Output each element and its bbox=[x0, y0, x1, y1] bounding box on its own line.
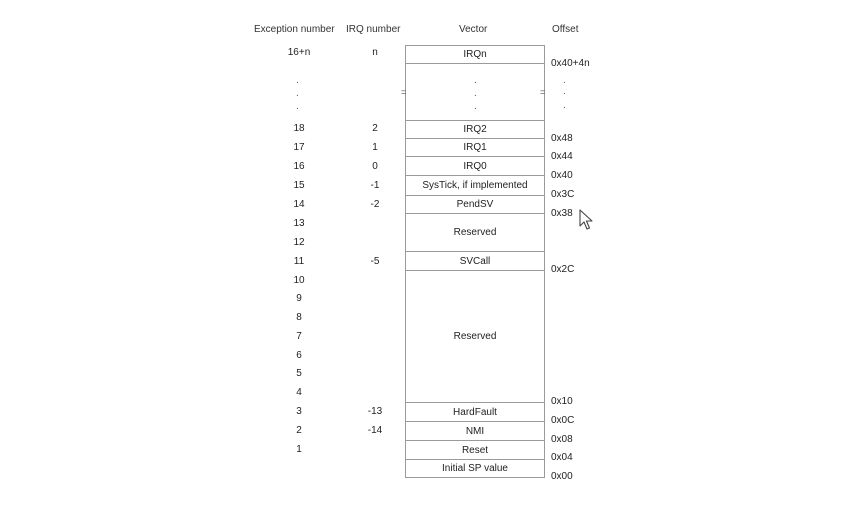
offset-label: 0x40 bbox=[551, 170, 573, 181]
irq-number: 2 bbox=[372, 123, 378, 134]
vector-label: IRQn bbox=[463, 49, 487, 60]
header-irq-number: IRQ number bbox=[346, 24, 401, 35]
offset-label: 0x10 bbox=[551, 396, 573, 407]
vector-irq0 bbox=[405, 156, 545, 176]
ellipsis-dot: . bbox=[563, 100, 566, 111]
offset-label: 0x38 bbox=[551, 208, 573, 219]
exception-number: 6 bbox=[296, 350, 302, 361]
offset-label: 0x0C bbox=[551, 415, 575, 426]
exception-number: 13 bbox=[293, 218, 305, 229]
break-marker-right: = bbox=[540, 87, 546, 97]
exception-number: 15 bbox=[293, 180, 305, 191]
exception-number: 1 bbox=[296, 444, 302, 455]
exception-number: 8 bbox=[296, 312, 302, 323]
exception-number: 16 bbox=[293, 161, 305, 172]
irq-number: -5 bbox=[370, 256, 380, 267]
header-offset: Offset bbox=[552, 24, 579, 35]
vector-label: Reserved bbox=[453, 227, 497, 238]
vector-label: IRQ1 bbox=[463, 142, 487, 153]
vector-svcall bbox=[405, 251, 545, 271]
vector-hardfault bbox=[405, 402, 545, 422]
offset-label: 0x44 bbox=[551, 151, 573, 162]
vector-irq2 bbox=[405, 120, 545, 139]
vector-label: NMI bbox=[465, 425, 485, 437]
exception-number: 3 bbox=[296, 406, 302, 417]
vector-irqn bbox=[405, 45, 545, 64]
exception-number: 18 bbox=[293, 123, 305, 134]
offset-label: 0x40+4n bbox=[551, 58, 590, 69]
exception-number: 12 bbox=[293, 237, 305, 248]
ellipsis-dot: . bbox=[563, 75, 566, 86]
exception-number: 5 bbox=[296, 368, 302, 379]
break-marker-left: = bbox=[401, 87, 407, 97]
exception-number: 4 bbox=[296, 387, 302, 398]
exception-number: 16+n bbox=[287, 47, 311, 58]
vector-label: HardFault bbox=[453, 406, 497, 418]
vector-label: Initial SP value bbox=[442, 463, 508, 474]
irq-number: -14 bbox=[367, 425, 383, 436]
vector-label: Reserved bbox=[453, 331, 497, 342]
vector-label: Reset bbox=[461, 444, 489, 456]
offset-label: 0x04 bbox=[551, 452, 573, 463]
vector-label: IRQ2 bbox=[463, 124, 487, 135]
ellipsis-dot: . bbox=[474, 101, 477, 112]
irq-number: n bbox=[372, 47, 378, 58]
ellipsis-dot: . bbox=[296, 101, 299, 112]
vector-label: SysTick, if implemented bbox=[422, 180, 528, 191]
vector-initial-sp bbox=[405, 459, 545, 478]
vector-irq1 bbox=[405, 138, 545, 157]
offset-label: 0x08 bbox=[551, 434, 573, 445]
vector-label: IRQ0 bbox=[463, 160, 487, 172]
mouse-pointer-icon bbox=[579, 209, 595, 236]
vector-reserved-lower bbox=[405, 270, 545, 403]
vector-label: PendSV bbox=[456, 199, 494, 210]
vector-reserved-upper bbox=[405, 213, 545, 252]
exception-number: 7 bbox=[296, 331, 302, 342]
vector-systick bbox=[405, 175, 545, 196]
vector-pendsv bbox=[405, 195, 545, 214]
ellipsis-dot: . bbox=[296, 88, 299, 99]
exception-number: 10 bbox=[293, 275, 305, 286]
ellipsis-dot: . bbox=[474, 88, 477, 99]
irq-number: -2 bbox=[370, 199, 380, 210]
exception-number: 2 bbox=[296, 425, 302, 436]
irq-number: -1 bbox=[370, 180, 380, 191]
ellipsis-dot: . bbox=[474, 75, 477, 86]
header-vector: Vector bbox=[459, 24, 488, 35]
offset-label: 0x48 bbox=[551, 133, 573, 144]
offset-label: 0x00 bbox=[551, 471, 573, 482]
vector-nmi bbox=[405, 421, 545, 441]
exception-number: 17 bbox=[293, 142, 305, 153]
ellipsis-dot: . bbox=[563, 86, 566, 97]
vector-label: SVCall bbox=[459, 255, 491, 267]
offset-label: 0x3C bbox=[551, 189, 575, 200]
offset-label: 0x2C bbox=[551, 264, 575, 275]
header-exception-number: Exception number bbox=[254, 24, 335, 35]
vector-reset bbox=[405, 440, 545, 460]
exception-number: 14 bbox=[293, 199, 305, 210]
irq-number: 0 bbox=[372, 161, 378, 172]
exception-number: 11 bbox=[293, 256, 305, 267]
irq-number: -13 bbox=[367, 406, 383, 417]
ellipsis-dot: . bbox=[296, 75, 299, 86]
irq-number: 1 bbox=[372, 142, 378, 153]
exception-number: 9 bbox=[296, 293, 302, 304]
